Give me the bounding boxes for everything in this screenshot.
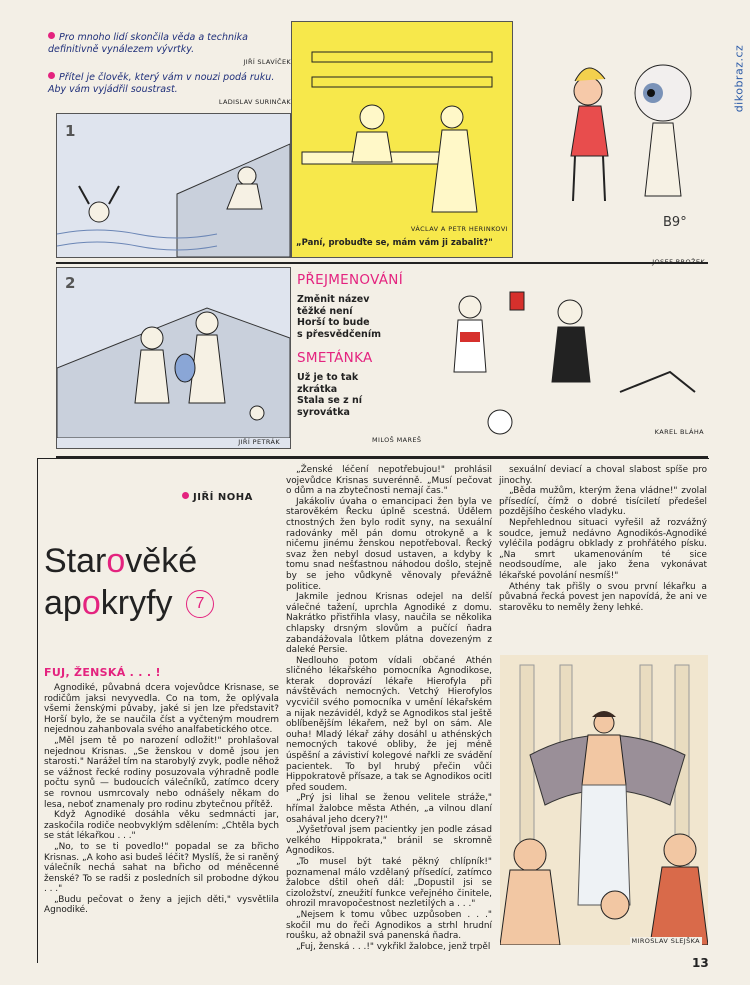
cartoon-eyeball-illustration: [513, 21, 709, 241]
cartoon-drowning-illustration: [57, 114, 290, 257]
article-column-3: sexuální deviací a choval slabost spíše pro jinochy. „Běda mužům, kterým žena vládne!" zvolal přísedící, čímž o dobré tisíciletí předešel pozdějšího českého vladyku. Nepřehlednou situaci vyřešil až rozvážný soudce, jemuž nedávno Agnodikós-Agnodiké vyléčila podágru obklady z prohřátého písku. „Na smrt ukamenováním té sice neodsoudíme, ale jako žena vykonávat lékařské povolání nesmíš!" Athény tak přišly o svou první lékařku a půvabná řecká povest jen napovídá, že ani ve starověku to neměly ženy lehké.: [499, 465, 707, 613]
quote-2: Přítel je člověk, který vám v nouzi podá ruku. Aby vám vyjádřil soustrast. LADISLAV SURINČAK: [48, 72, 291, 106]
panel-number: 2: [65, 274, 76, 292]
article-column-1: Agnodiké, půvabná dcera vojevůdce Krisnase, se rodičům jaksi nevyvedla. Co na tom, že oplývala všemi ženskými půvaby, jaké si jen lze představit? Horší bylo, že se naučila číst a vyčteným moudrem nejednou zahanbovala svého analfabetického otce. „Měl jsem tě po narození odložit!" prohlašoval nejednou Krisnas. „Se ženskou v domě jsou jen starosti." Narážel tím na starobylý zvyk, podle něhož se vážnost řecké rodiny posuzovala výhradně podle počtu synů — budoucích válečníků, zatímco dcery se rovnou usmrcovaly nebo odnášely někam do lesa, neboť znamenaly pro rodinu zbytečnou přítěž. Když Agnodiké dosáhla věku sedmnácti jar, zaskočila rodiče neobvyklým sdělením: „Chtěla bych se stát lékařkou . . ." „No, to se ti povedlo!" popadal se za břicho Krisnas. „A koho asi budeš léčit? Myslíš, že si raněný válečník nechá sahat na břicho od méněcenné ženské? To se radši z posledních sil probodne dýkou . . ." „Budu pečovat o ženy a jejich děti," vysvětlila Agnodiké.: [44, 683, 279, 916]
panel-number: 1: [65, 122, 76, 140]
poem1-lines: Změnit název těžké není Horší to bude s přesvědčením: [297, 294, 381, 340]
bullet-icon: [182, 492, 189, 499]
cartoon-handshake-illustration: [57, 268, 290, 438]
cartoon-football-illustration: [440, 272, 708, 437]
cartoon-shop: VÁCLAV A PETR HERINKOVI „Paní, probuďte se, mám vám ji zabalit?": [291, 21, 513, 258]
title-accent-letter: o: [81, 584, 101, 622]
site-watermark: dikobraz.cz: [732, 44, 746, 113]
title-line-1: Starověké: [44, 542, 198, 580]
article-title: [44, 540, 279, 624]
greek-scene-illustration: [500, 655, 708, 945]
bullet-icon: [48, 72, 55, 79]
title-line-2: apokryfy 7: [44, 582, 279, 624]
frame-top: [37, 458, 709, 459]
article-column-2: „Ženské léčení nepotřebujou!" prohlásil vojevůdce Krisnas suverénně. „Musí pečovat o dům a na zbytečnosti nemají čas." Jakákoliv úvaha o emancipaci žen byla ve starověkém Řecku úplně scestná. Údělem ctnostných žen bylo rodit syny, na sexuální radovánky měl pán domu otrokyně a k ničemu jinému ženskou nepotřeboval. Řecký svaz žen nebyl dosud ustaven, a kdyby k tomu snad nešťastnou náhodou došlo, stejně by se jeho vůdkyně věnovaly převážně politice. Jakmile jednou Krisnas odejel na delší válečné tažení, uprchla Agnodiké z domu. Nakrátko přistřihla vlasy, naučila se několika chlapsky drsným slovům a pučící ňadra zabandážovala lůtkem plátna dovezeným z daleké Persie. Nedlouho potom vídali občané Athén sličného lékařského pomocníka Agnodikose, kterak doprovází lékaře Hierofyla při návštěvách nemocných. Vetchý Hierofylos vycvičil svého pomocníka v umění lékařském a nijak nezávidél, když se Agnodikos stal ještě oblíbenějším lékařem, než byl on sám. Ale ouha! Mladý lékař záhy dosáhl u athénských nemocných takové obliby, že jej méně úspěšní a závistiví kolegové nařkli ze svádění pacientek. To byl hrubý přečin vůči Hippokratově přísaze, a tak se Agnodikos ocitl před soudem. „Prý jsi lihal se ženou velitele stráže," hřímal žalobce města Athén, „a vilnou dlaní osahával jeho dcery?!" „Vyšetřoval jsem pacientky jen podle zásad velkého Hippokrata," bránil se skromně Agnodikos. „To musel být také pěkný chlípník!" poznamenal málo vzdělaný přísedící, zatímco žalobce dštil oheň dál: „Dopustil jsi se cizoložství, zneužití funkce veřejného činitele, ohrozil mravopočestnost nezletilých a . . ." „Nejsem k tomu vůbec uzpůsoben . . ." skočil mu do řeči Agnodikos a strhl hrudní roušku, až obnažil svá panenská ňadra. „Fuj, ženská . . .!" vykřikl žalobce, jenž trpěl: [286, 465, 492, 952]
title-accent-letter: o: [106, 542, 126, 580]
subhead: FUJ, ŽENSKÁ . . . !: [44, 666, 161, 679]
article-illustration: MIROSLAV SLEJŠKA: [500, 655, 708, 945]
bullet-icon: [48, 32, 55, 39]
part-number-badge: 7: [186, 590, 214, 618]
cartoon-panel-1: [56, 113, 291, 258]
section-divider: [56, 262, 708, 264]
frame-left: [37, 458, 38, 963]
poem-block: PŘEJMENOVÁNÍ Změnit název těžké není Horší to bude s přesvědčením SMETÁNKA Už je to tak zkrátka Stala se z ní syrovátka: [297, 272, 417, 452]
poem2-lines: Už je to tak zkrátka Stala se z ní syrovátka: [297, 372, 363, 418]
quote-1: Pro mnoho lidí skončila věda a technika definitivně vynálezem vývrtky. JIŘÍ SLAVÍČEK: [48, 32, 291, 66]
page-number: 13: [692, 956, 709, 970]
cartoon-football: KAREL BLÁHA: [440, 272, 708, 452]
article-author: JIŘÍ NOHA: [182, 492, 253, 503]
cartoon-eyeball: B9°: [513, 21, 709, 258]
cartoon-shop-illustration: [292, 22, 512, 222]
cartoon-panel-2: 2 JIŘÍ PETRÁK: [56, 267, 291, 449]
